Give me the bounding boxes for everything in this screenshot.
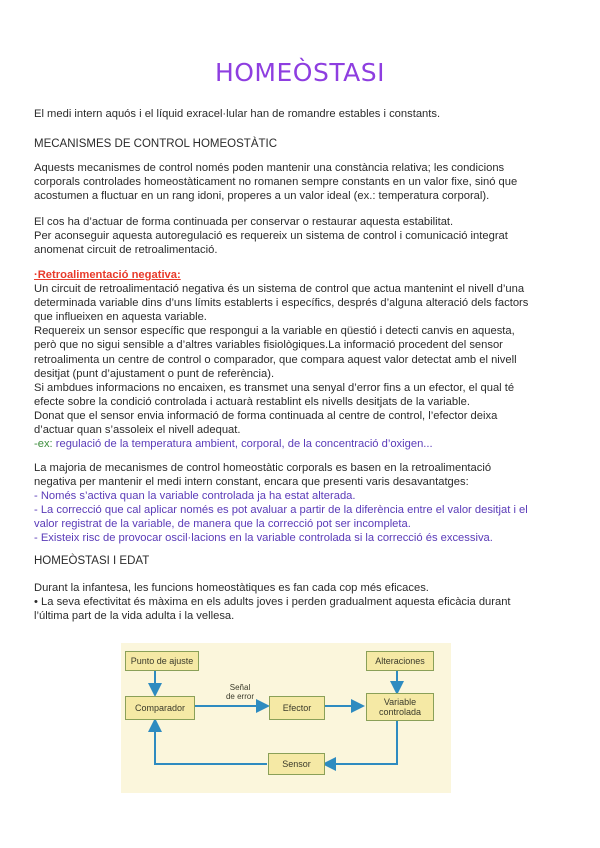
variable-line: controlada xyxy=(378,707,422,717)
disadvantages-block xyxy=(34,461,572,546)
text-line: Requereix un sensor específic que respongui a la variable en qüestió i detecti canvis en aquesta, xyxy=(34,325,515,338)
paragraph-autoregulation xyxy=(34,215,572,257)
text-line: Per aconseguir aquesta autoregulació es requereix un sistema de control i comunicació integrat xyxy=(34,230,508,243)
alterations-box: Alteraciones xyxy=(366,651,434,671)
negative-feedback-block xyxy=(34,268,572,451)
arrow-sensor-comparator xyxy=(155,720,267,764)
text-line: • La seva efectivitat és màxima en els adults joves i perden gradualment aquesta eficàcia durant xyxy=(34,596,511,609)
paragraph-age xyxy=(34,581,572,623)
paragraph-constancy xyxy=(34,161,572,203)
text-line: determinada variable dins d’uns límits establerts i específics, després d’alguna alteració dels factors xyxy=(34,297,529,310)
text-line: corporals controlades homeostàticament no romanen sempre constants en un valor fixe, sinó que xyxy=(34,176,518,189)
section-heading-age: HOMEÒSTASI I EDAT xyxy=(34,555,150,567)
text-line: La majoria de mecanismes de control homeostàtic corporals es basen en la retroalimentació xyxy=(34,462,492,474)
text-line: que influeixen en aquesta variable. xyxy=(34,311,207,324)
sensor-box: Sensor xyxy=(268,753,325,775)
controlled-variable-box xyxy=(366,693,434,721)
error-signal-line: de error xyxy=(225,692,254,701)
variable-line: Variable xyxy=(383,697,417,707)
text-line: Durant la infantesa, les funcions homeostàtiques es fan cada cop més eficaces. xyxy=(34,582,429,594)
text-line: desitjat (punt d’ajustament o punt de referència). xyxy=(34,367,275,380)
feedback-diagram xyxy=(121,643,451,793)
comparator-box: Comparador xyxy=(125,696,195,720)
disadvantage-item: - La correcció que cal aplicar només es pot avaluar a partir de la diferència entre el valor desitjat i el xyxy=(34,504,528,517)
text-line: negativa per mantenir el medi intern constant, encara que presenti varis desavantatges: xyxy=(34,476,469,489)
text-line: Si ambdues informacions no encaixen, es transmet una senyal d’error fins a un efector, el qual té xyxy=(34,381,515,394)
text-line: Un circuit de retroalimentació negativa és un sistema de control que actua mantenint el nivell d’una xyxy=(34,283,525,296)
text-line: retroalimenta un centre de control o comparador, que compara aquest valor detectat amb el nivell xyxy=(34,353,517,366)
setpoint-box: Punto de ajuste xyxy=(125,651,199,671)
text-line: acostumen a fluctuar en un rang idoni, properes a un valor ideal (ex.: temperatura corporal). xyxy=(34,190,490,203)
intro-paragraph: El medi intern aquós i el líquid exracel·lular han de romandre estables i constants. xyxy=(34,108,441,120)
error-signal-label xyxy=(215,683,265,701)
error-signal-line: Señal xyxy=(229,683,251,692)
subheading-negative-feedback: ·Retroalimentació negativa: xyxy=(34,269,181,281)
text-line: El cos ha d’actuar de forma continuada per conservar o restaurar aquesta estabilitat. xyxy=(34,216,454,228)
example-text: regulació de la temperatura ambient, corporal, de la concentració d’oxigen... xyxy=(55,438,433,451)
arrow-variable-sensor xyxy=(324,720,397,764)
page-title: HOMEÒSTASI xyxy=(214,58,386,87)
text-line: anomenat circuit de retroalimentació. xyxy=(34,244,218,257)
disadvantage-item: - Només s’activa quan la variable controlada ja ha estat alterada. xyxy=(34,490,356,503)
section-heading-control: MECANISMES DE CONTROL HOMEOSTÀTIC xyxy=(34,138,278,150)
text-line: l’última part de la vida adulta i la vellesa. xyxy=(34,610,235,623)
text-line: Donat que el sensor envia informació de forma continuada al centre de control, l’efector deixa xyxy=(34,409,498,422)
effector-box: Efector xyxy=(269,696,325,720)
disadvantage-item: valor registrat de la variable, de manera que la correcció pot ser incompleta. xyxy=(34,518,411,531)
example-prefix: -ex: xyxy=(34,438,56,451)
text-line: d’actuar quan s’assoleix el nivell adequat. xyxy=(34,424,241,437)
text-line: però que no sigui sensible a d’altres variables fisiològiques.La informació procedent del sensor xyxy=(34,339,503,352)
text-line: efecte sobre la condició controlada i actuarà restablint els nivells desitjats de la variable. xyxy=(34,395,470,408)
text-line: Aquests mecanismes de control només poden mantenir una constància relativa; les condicions xyxy=(34,162,505,174)
example-line xyxy=(34,437,572,451)
disadvantage-item: - Existeix risc de provocar oscil·lacions en la variable controlada si la correcció és excessiva. xyxy=(34,532,493,545)
